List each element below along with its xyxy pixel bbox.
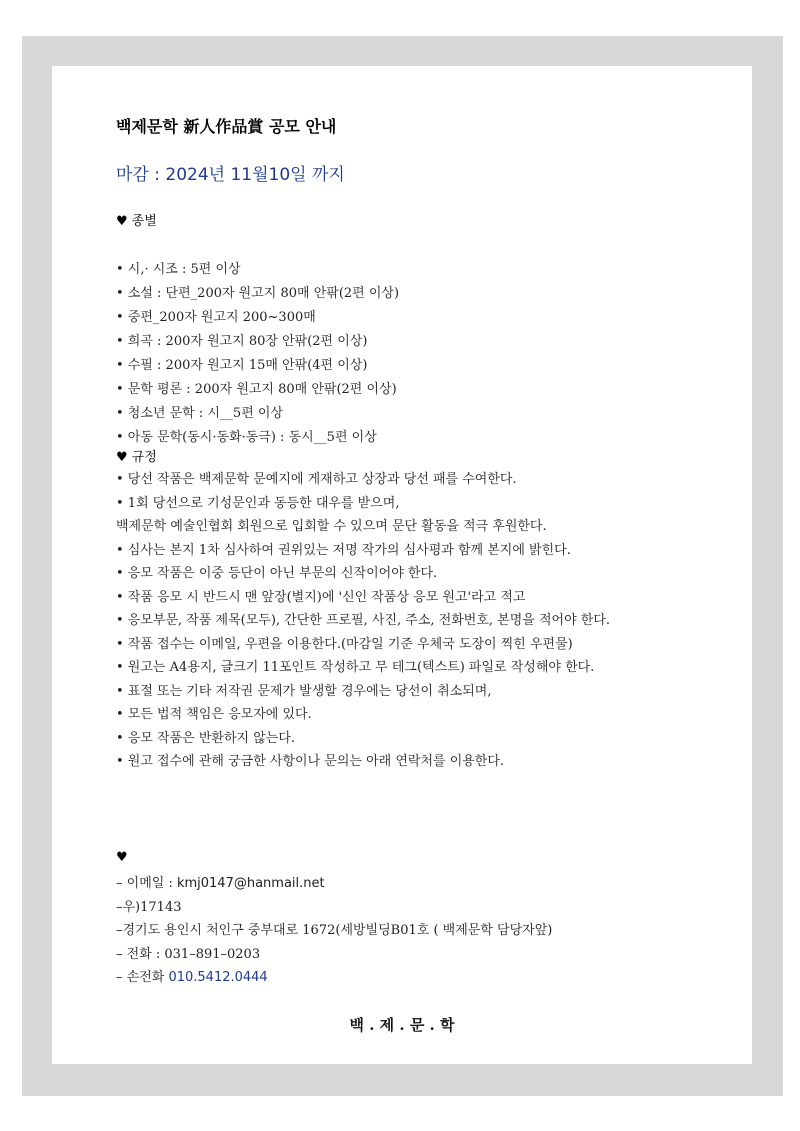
list-item: • 모든 법적 책임은 응모자에 있다. xyxy=(116,707,312,722)
list-item: • 심사는 본지 1차 심사하여 권위있는 저명 작가의 심사평과 함께 본지에 밝힌다. xyxy=(116,542,571,558)
list-item: • 아동 문학(동시·동화·동극) : 동시__5편 이상 xyxy=(116,430,377,445)
list-item: • 작품 접수는 이메일, 우편을 이용한다.(마감일 기준 우체국 도장이 찍힌 우편물) xyxy=(116,636,573,652)
email-label: – 이메일 : xyxy=(116,876,177,891)
contact-address: –경기도 용인시 처인구 중부대로 1672(세방빌딩B01호 ( 백제문학 담당자앞) xyxy=(116,923,553,938)
rules-heading xyxy=(116,446,157,465)
heart-icon: ♥ xyxy=(116,850,128,865)
rules-heading-label: 규정 xyxy=(131,450,157,465)
deadline-text: 마감 : 2024년 11월10일 까지 xyxy=(116,165,345,185)
list-item: • 응모 작품은 반환하지 않는다. xyxy=(116,730,296,746)
contact-list xyxy=(116,872,552,990)
document-title: 백제문학 新人作品賞 공모 안내 xyxy=(116,117,337,136)
contact-email xyxy=(116,872,552,896)
mobile-number: 010.5412.0444 xyxy=(168,970,268,985)
list-item: • 표절 또는 기타 저작권 문제가 발생할 경우에는 당선이 취소되며, xyxy=(116,683,492,699)
list-item: • 응모 작품은 이중 등단이 아닌 부문의 신작이어야 한다. xyxy=(116,566,438,581)
list-item: • 시,· 시조 : 5편 이상 xyxy=(116,262,241,277)
email-link[interactable]: kmj0147@hanmail.net xyxy=(176,876,325,891)
list-item: • 희곡 : 200자 원고지 80장 안팎(2편 이상) xyxy=(116,334,368,349)
list-item: • 원고 접수에 관해 궁금한 사항이나 문의는 아래 연락처를 이용한다. xyxy=(116,754,505,769)
list-item: • 작품 응모 시 반드시 맨 앞장(별지)에 '신인 작품상 응모 원고'라고 적고 xyxy=(116,589,526,605)
categories-heading xyxy=(116,210,157,229)
heart-icon: ♥ xyxy=(116,450,128,465)
list-item: • 1회 당선으로 기성문인과 동등한 대우를 받으며, xyxy=(116,495,400,511)
list-item: • 당선 작품은 백제문학 문예지에 게재하고 상장과 당선 패를 수여한다. xyxy=(116,472,517,487)
document-page xyxy=(52,66,752,1064)
list-item: • 청소년 문학 : 시__5편 이상 xyxy=(116,406,284,421)
mobile-label: – 손전화 xyxy=(116,970,169,985)
contact-phone: – 전화 : 031–891–0203 xyxy=(116,946,261,962)
contact-mobile xyxy=(116,966,552,990)
list-item: • 소설 : 단편_200자 원고지 80매 안팎(2편 이상) xyxy=(116,286,400,301)
categories-heading-label: 종별 xyxy=(131,214,157,229)
list-item: • 중편_200자 원고지 200~300매 xyxy=(116,310,316,325)
categories-list xyxy=(116,258,399,450)
heart-icon: ♥ xyxy=(116,214,128,229)
list-item: • 수필 : 200자 원고지 15매 안팎(4편 이상) xyxy=(116,358,368,373)
list-item: • 원고는 A4용지, 글크기 11포인트 작성하고 무 테그(텍스트) 파일로 작성해야 한다. xyxy=(116,660,595,675)
contact-postal: –우)17143 xyxy=(116,899,182,915)
list-item: 백제문학 예술인협회 회원으로 입회할 수 있으며 문단 활동을 적극 후원한다. xyxy=(116,519,547,534)
rules-list xyxy=(116,468,696,774)
list-item: • 응모부문, 작품 제목(모두), 간단한 프로필, 사진, 주소, 전화번호, 본명을 적어야 한다. xyxy=(116,613,611,628)
signature: 백 . 제 . 문 . 학 xyxy=(349,1016,455,1034)
list-item: • 문학 평론 : 200자 원고지 80매 안팎(2편 이상) xyxy=(116,382,397,397)
